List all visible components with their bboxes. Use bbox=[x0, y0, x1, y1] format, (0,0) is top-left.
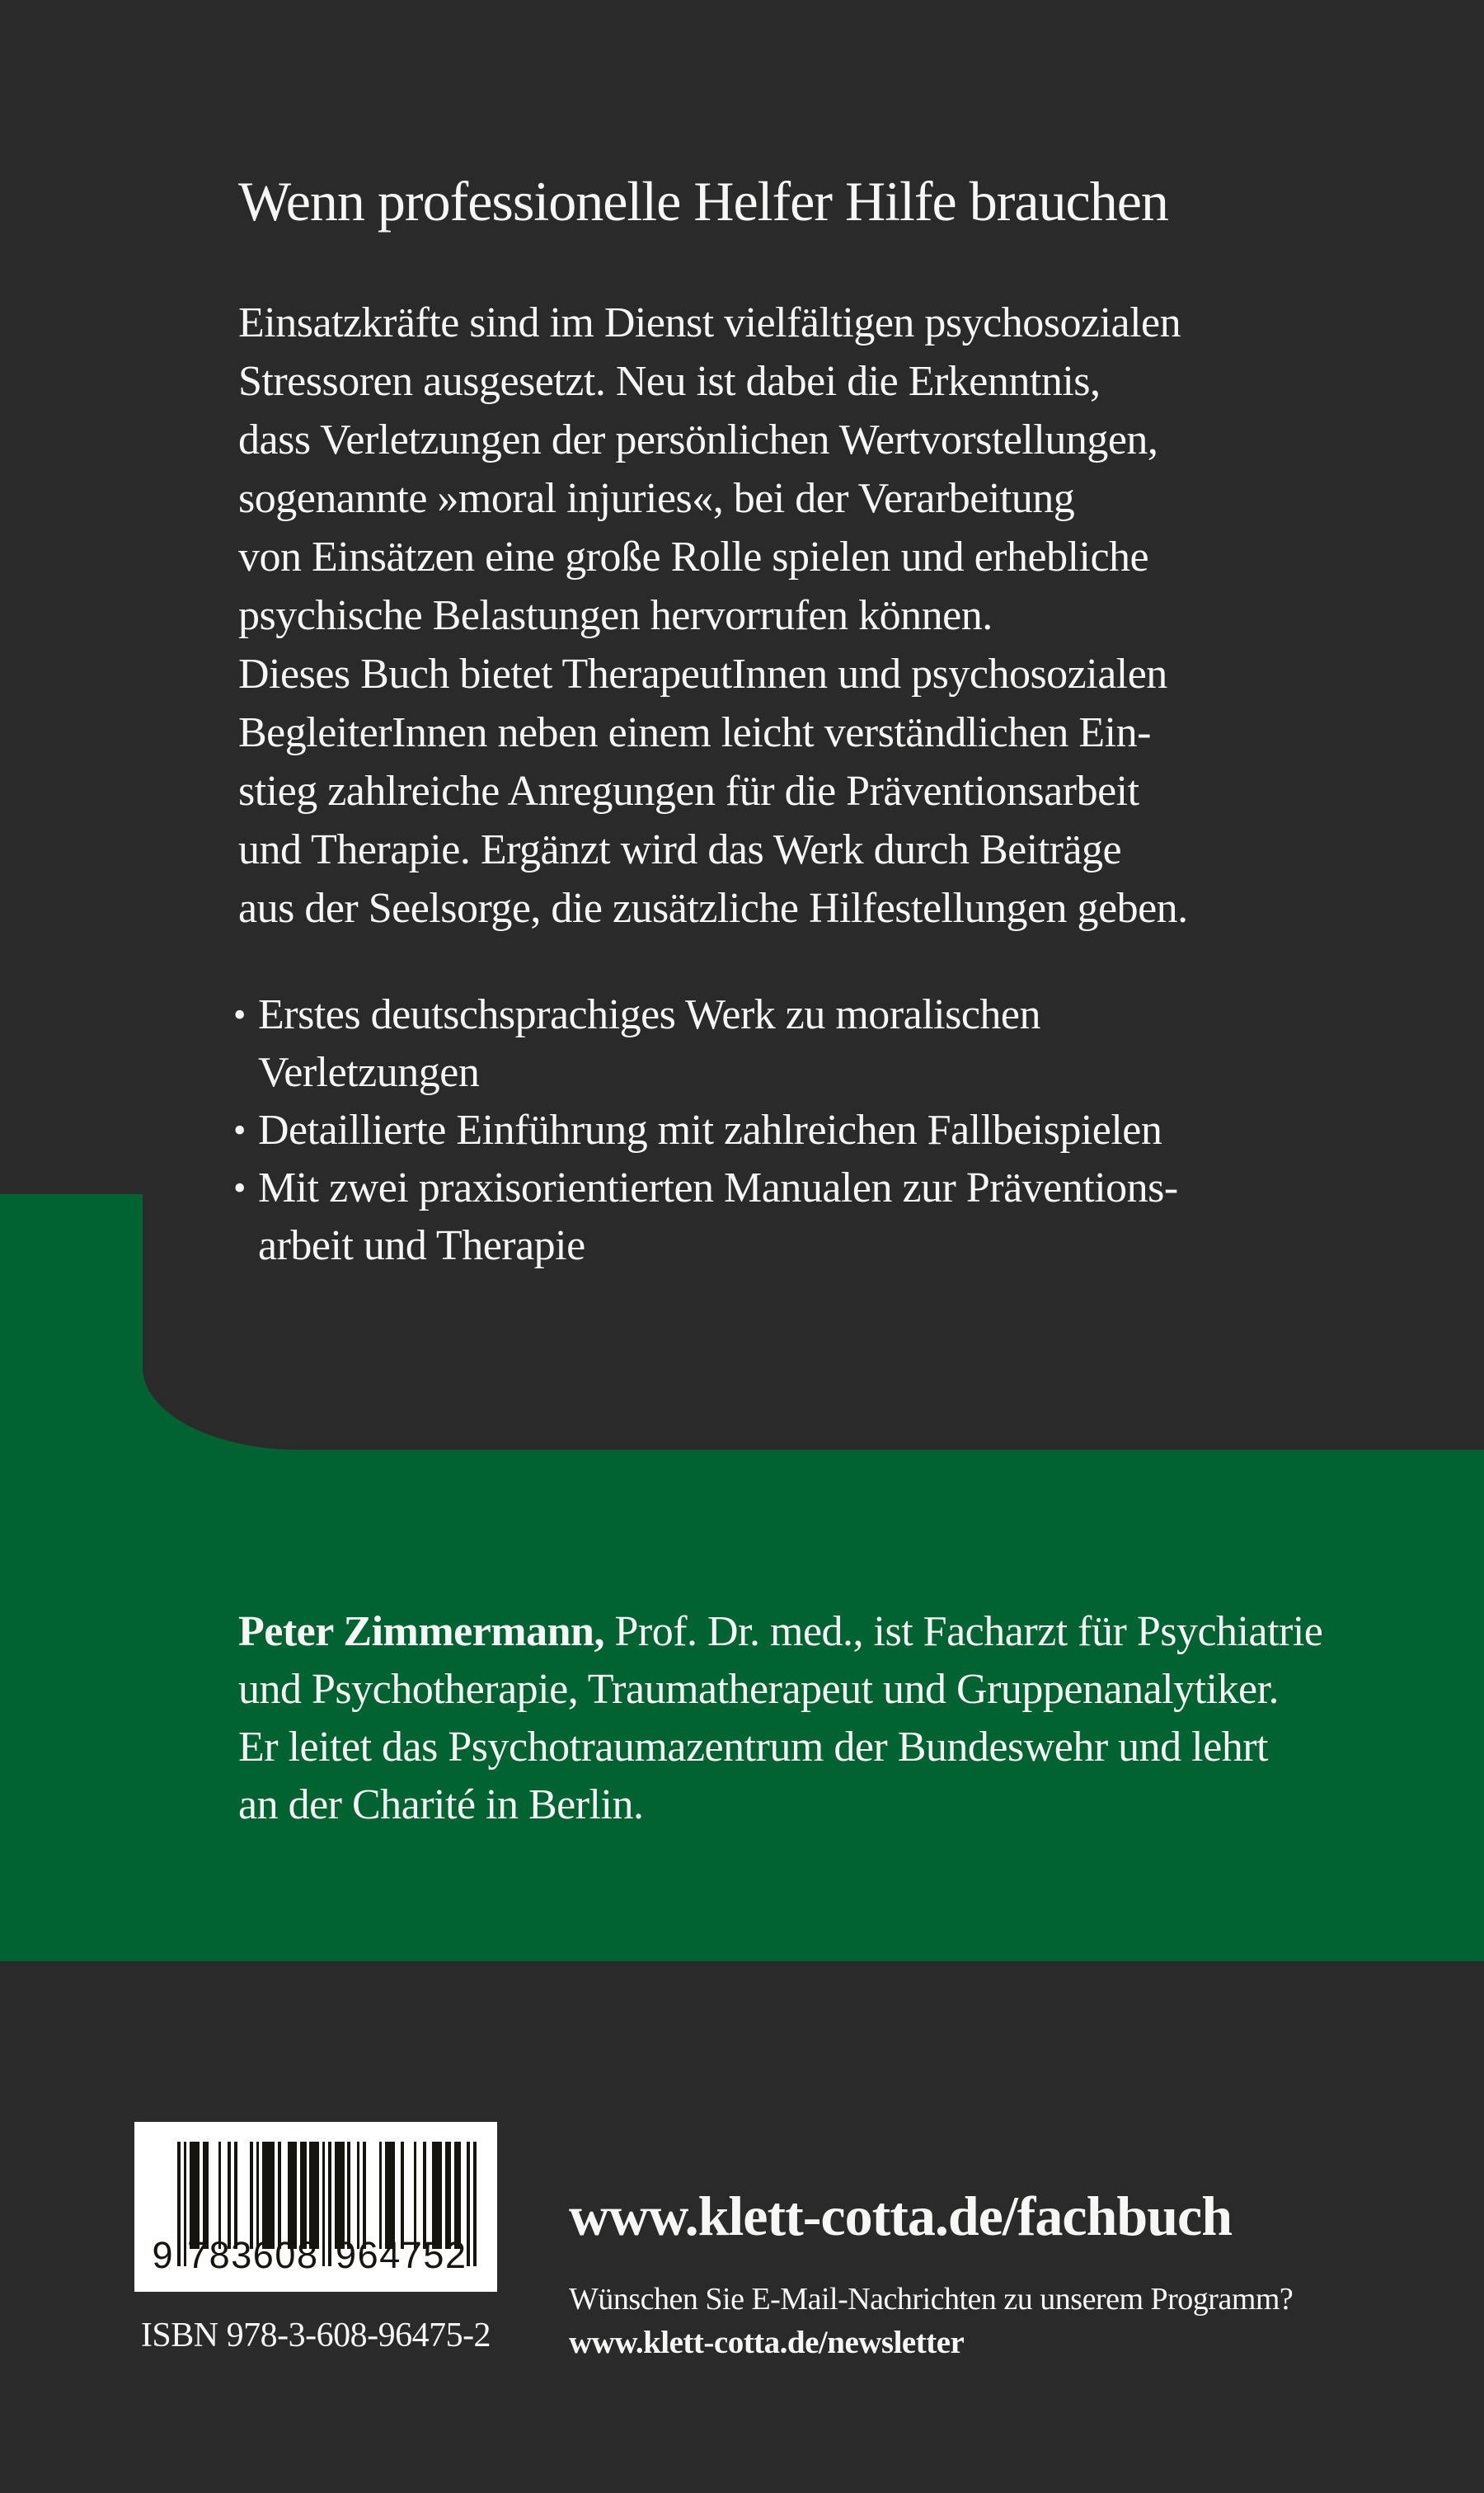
text-line: Einsatzkräfte sind im Dienst vielfältigen psychosozialen bbox=[238, 299, 1181, 346]
barcode-bar bbox=[190, 2142, 200, 2249]
text-line: von Einsätzen eine große Rolle spielen und erhebliche bbox=[238, 534, 1149, 581]
isbn-label: ISBN 978-3-608-96475-2 bbox=[140, 2317, 491, 2354]
bullet-item-line bbox=[233, 1159, 1178, 1217]
bullet-item-line bbox=[233, 1217, 1178, 1275]
barcode-digit: 3 bbox=[231, 2234, 252, 2276]
text-line: Stressoren ausgesetzt. Neu ist dabei die Erkenntnis, bbox=[238, 358, 1101, 405]
bullet-item-line bbox=[233, 1102, 1178, 1159]
barcode-digit: 2 bbox=[444, 2234, 466, 2276]
text-line: BegleiterInnen neben einem leicht verständlichen Ein- bbox=[238, 709, 1151, 756]
barcode-bar bbox=[357, 2142, 360, 2249]
text-line: dass Verletzungen der persönlichen Wertvorstellungen, bbox=[238, 416, 1158, 463]
newsletter-question: Wünschen Sie E-Mail-Nachrichten zu unserem Programm? bbox=[569, 2282, 1294, 2317]
bio-line: an der Charité in Berlin. bbox=[238, 1781, 644, 1828]
barcode-bar bbox=[467, 2142, 470, 2266]
barcode-bar bbox=[445, 2142, 452, 2249]
publisher-url: www.klett-cotta.de/fachbuch bbox=[569, 2185, 1233, 2247]
barcode-bar bbox=[234, 2142, 237, 2249]
description-paragraph bbox=[238, 294, 1188, 938]
text-line: sogenannte »moral injuries«, bei der Verarbeitung bbox=[238, 475, 1075, 522]
bullet-icon bbox=[233, 1044, 258, 1102]
bullet-icon: • bbox=[233, 995, 246, 1035]
barcode-bar bbox=[262, 2142, 275, 2249]
barcode-digit-group-left bbox=[187, 2234, 317, 2277]
bullet-text: Erstes deutschsprachiges Werk zu moralischen bbox=[258, 991, 1040, 1038]
barcode-bar bbox=[385, 2142, 395, 2249]
barcode-digit-first: 9 bbox=[152, 2234, 173, 2276]
text-line: stieg zahlreiche Anregungen für die Präventionsarbeit bbox=[238, 768, 1139, 815]
barcode-digit-group-right bbox=[336, 2234, 466, 2277]
text-line: und Therapie. Ergänzt wird das Werk durch Beiträge bbox=[238, 826, 1122, 873]
barcode-bar bbox=[228, 2142, 231, 2249]
barcode-bar bbox=[328, 2142, 331, 2266]
bio-line-text: Prof. Dr. med., ist Facharzt für Psychiatrie bbox=[603, 1608, 1323, 1655]
barcode-digit: 7 bbox=[187, 2234, 209, 2276]
barcode-bar bbox=[454, 2142, 461, 2249]
bullet-item-line bbox=[233, 986, 1178, 1044]
barcode-digit: 8 bbox=[209, 2234, 230, 2276]
barcode-bar bbox=[203, 2142, 209, 2249]
bullet-icon: • bbox=[233, 1110, 246, 1150]
barcode-digit: 9 bbox=[336, 2234, 357, 2276]
book-tagline-title: Wenn professionelle Helfer Hilfe brauchen bbox=[238, 170, 1168, 233]
barcode-bar bbox=[473, 2142, 477, 2266]
barcode-digit: 0 bbox=[275, 2234, 296, 2276]
newsletter-url: www.klett-cotta.de/newsletter bbox=[569, 2325, 965, 2360]
barcode-bar bbox=[423, 2142, 426, 2249]
barcode-bar bbox=[218, 2142, 222, 2249]
barcode-bar bbox=[184, 2142, 187, 2266]
barcode-digit: 4 bbox=[379, 2234, 401, 2276]
bullet-text: Detaillierte Einführung mit zahlreichen Fallbeispielen bbox=[258, 1107, 1162, 1154]
barcode-bar bbox=[414, 2142, 417, 2249]
barcode-bar bbox=[309, 2142, 319, 2249]
bullet-text: Mit zwei praxisorientierten Manualen zur Präventions- bbox=[258, 1164, 1178, 1211]
barcode-bar bbox=[363, 2142, 366, 2249]
bullet-text: arbeit und Therapie bbox=[258, 1222, 585, 1269]
barcode-digit: 8 bbox=[296, 2234, 317, 2276]
barcode-bar bbox=[278, 2142, 281, 2249]
bullet-icon bbox=[233, 1217, 258, 1275]
author-name: Peter Zimmermann, bbox=[238, 1608, 604, 1655]
barcode-digit: 7 bbox=[401, 2234, 422, 2276]
barcode-digit: 5 bbox=[423, 2234, 444, 2276]
bullet-item-line bbox=[233, 1044, 1178, 1102]
barcode-panel bbox=[134, 2122, 497, 2292]
bio-line: Er leitet das Psychotraumazentrum der Bundeswehr und lehrt bbox=[238, 1724, 1268, 1771]
barcode-bar bbox=[250, 2142, 253, 2249]
bio-line: und Psychotherapie, Traumatherapeut und Gruppenanalytiker. bbox=[238, 1666, 1280, 1713]
barcode-bar bbox=[322, 2142, 326, 2266]
barcode-digit: 6 bbox=[357, 2234, 378, 2276]
bullet-icon: • bbox=[233, 1168, 246, 1208]
author-bio bbox=[238, 1603, 1322, 1834]
barcode-bar bbox=[177, 2142, 181, 2266]
barcode-bar bbox=[300, 2142, 307, 2249]
barcode-bar bbox=[432, 2142, 442, 2249]
text-line: psychische Belastungen hervorrufen können. bbox=[238, 592, 993, 639]
text-line: Dieses Buch bietet TherapeutInnen und psychosozialen bbox=[238, 651, 1167, 698]
bullet-list bbox=[233, 986, 1178, 1275]
barcode-bar bbox=[401, 2142, 404, 2249]
barcode-bar bbox=[288, 2142, 298, 2249]
barcode-bar bbox=[335, 2142, 345, 2249]
barcode-digit: 6 bbox=[252, 2234, 274, 2276]
bullet-text: Verletzungen bbox=[258, 1049, 480, 1096]
bio-line bbox=[238, 1603, 1322, 1661]
barcode-bar bbox=[347, 2142, 350, 2249]
barcode-bar bbox=[379, 2142, 383, 2249]
barcode-bar bbox=[256, 2142, 260, 2249]
text-line: aus der Seelsorge, die zusätzliche Hilfestellungen geben. bbox=[238, 885, 1188, 932]
bio-lines bbox=[238, 1661, 1322, 1834]
